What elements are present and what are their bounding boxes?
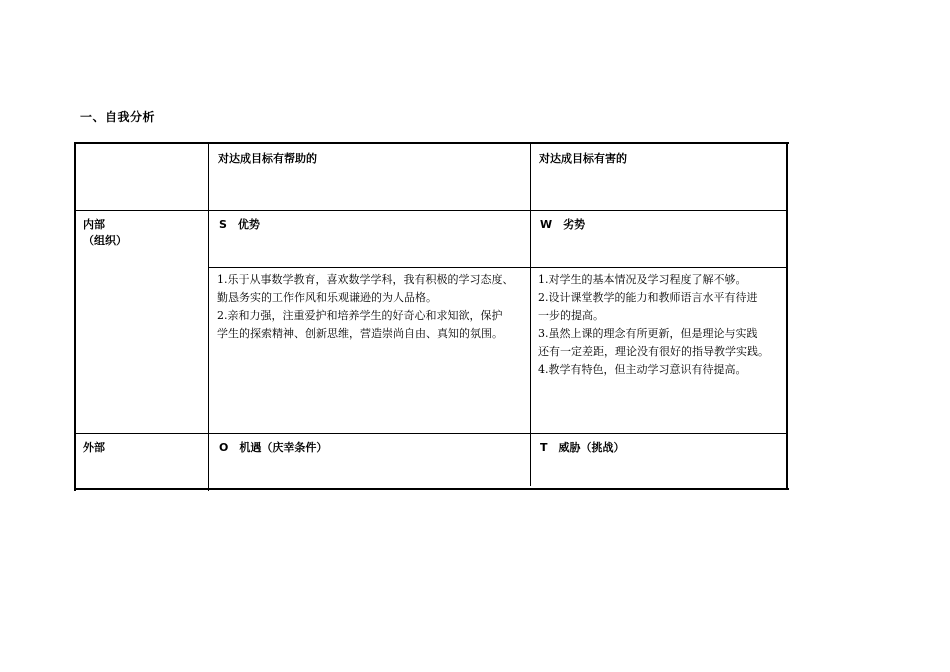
opportunities-title: O 机遇（庆幸条件）	[219, 441, 328, 454]
row-divider-header	[75, 210, 787, 211]
strengths-list	[217, 271, 514, 343]
column-divider-2	[530, 143, 531, 486]
weaknesses-item: 3.虽然上课的理念有所更新，但是理论与实践	[538, 327, 758, 340]
strengths-item: 2.亲和力强，注重爱护和培养学生的好奇心和求知欲，保护	[217, 309, 503, 322]
header-harmful: 对达成目标有害的	[539, 152, 627, 165]
threats-title: T 威胁（挑战）	[540, 441, 625, 454]
weaknesses-item: 4.教学有特色，但主动学习意识有待提高。	[538, 363, 747, 376]
row-divider-titles	[209, 267, 787, 268]
weaknesses-item: 一步的提高。	[538, 309, 604, 322]
weaknesses-item: 1.对学生的基本情况及学习程度了解不够。	[538, 273, 747, 286]
column-divider-1	[208, 143, 209, 491]
table-top-border	[74, 142, 789, 144]
strengths-title: S 优势	[219, 218, 260, 231]
row-divider-external	[75, 433, 787, 434]
strengths-item: 学生的探索精神、创新思维，营造崇尚自由、真知的氛围。	[217, 327, 503, 340]
table-left-border	[74, 142, 76, 491]
section-title: 一、自我分析	[80, 110, 156, 124]
header-helpful: 对达成目标有帮助的	[218, 152, 317, 165]
internal-label: 内部	[83, 218, 105, 231]
external-label: 外部	[83, 441, 105, 454]
table-right-border	[786, 142, 788, 490]
weaknesses-item: 还有一定差距，理论没有很好的指导教学实践。	[538, 345, 769, 358]
weaknesses-list	[538, 271, 769, 379]
strengths-item: 1.乐于从事数学教育，喜欢数学学科，我有积极的学习态度、	[217, 273, 514, 286]
weaknesses-item: 2.设计课堂教学的能力和教师语言水平有待进	[538, 291, 758, 304]
weaknesses-title: W 劣势	[540, 218, 586, 231]
strengths-item: 勤恳务实的工作作风和乐观谦逊的为人品格。	[217, 291, 437, 304]
internal-label-sub: （组织）	[83, 234, 127, 247]
table-bottom-border	[74, 488, 789, 490]
